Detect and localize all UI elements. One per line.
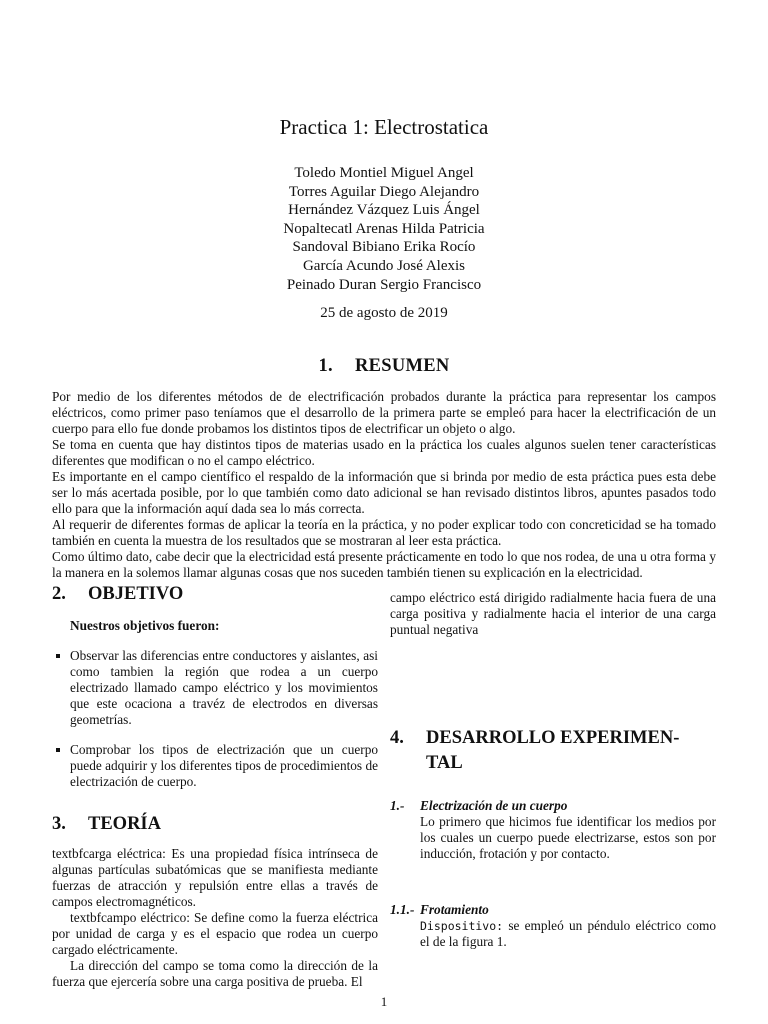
- section-number: 4.: [390, 728, 404, 748]
- section-heading-desarrollo: [390, 726, 716, 776]
- paragraph: Lo primero que hicimos fue identificar los medios por los cuales un cuerpo puede electrizarse, estos son por inducción, frotación y por contacto.: [420, 814, 716, 861]
- section-title: TEORÍA: [88, 814, 161, 834]
- paragraph: textbfcampo eléctrico: Se define como la fuerza eléctrica por unidad de carga y es el espacio que rodea un cuerpo cargado eléctricamente.: [52, 910, 378, 957]
- paragraph: Es importante en el campo científico el respaldo de la información que si brinda por medio de esta práctica pues esta debe ser lo más acertada posible, por lo que también como dato adicional se han revisado distintos libros, apuntes pasados todo ello para que la información aquí dada sea lo más correcta.: [52, 469, 716, 516]
- paragraph: textbfcarga eléctrica: Es una propiedad física intrínseca de algunas partículas subatómicas que se manifiesta mediante fuerzas de atracción y repulsión entre ellas a través de campos electromagnéticos.: [52, 846, 378, 909]
- author-name: Nopaltecatl Arenas Hilda Patricia: [283, 220, 485, 237]
- author-name: Hernández Vázquez Luis Ángel: [288, 202, 480, 219]
- objetivo-list: [52, 648, 378, 790]
- paragraph: Por medio de los diferentes métodos de de electrificación probados durante la práctica para representar los campos eléctricos, como primer paso teníamos que el desarrollo de la primera parte se empleó para hacer la electrificación de un cuerpo para ello fue donde probamos los distintos tipos de electrificar un objeto o algo.: [52, 389, 716, 436]
- subsection-title: Electrización de un cuerpo: [420, 798, 568, 813]
- paragraph: Se toma en cuenta que hay distintos tipos de materias usado en la práctica los cuales algunos suelen tener características diferentes que modifican o no el campo eléctrico.: [52, 437, 716, 468]
- author-name: Peinado Duran Sergio Francisco: [286, 276, 482, 293]
- left-column: [52, 586, 378, 990]
- section-number: 3.: [52, 814, 66, 834]
- subsection-heading-frotamiento: [390, 902, 716, 918]
- paragraph: Como último dato, cabe decir que la electricidad está presente prácticamente en todo lo que nos rodea, de una u otra forma y la manera en la solemos llamar algunas cosas que nos suceden también tienen su explicación en la electricidad.: [52, 549, 716, 580]
- section-number: 1.: [318, 356, 333, 376]
- bullet-icon: [56, 654, 60, 658]
- section-title-continued: TAL: [426, 753, 463, 773]
- page-number: 1: [380, 994, 388, 1009]
- subsection-number: 1.-: [390, 798, 405, 813]
- section-title: DESARROLLO EXPERIMEN-: [426, 728, 680, 748]
- paragraph: La dirección del campo se toma como la dirección de la fuerza que ejercería sobre una carga positiva de prueba. El: [52, 958, 378, 989]
- author-name: García Acundo José Alexis: [302, 257, 466, 274]
- right-column: [390, 590, 716, 950]
- list-item: Observar las diferencias entre conductores y aislantes, asi como tambien la región que rodea a un cuerpo electrizado llamado campo eléctrico y los movimientos que este ocaciona a travéz de electrodos en diversas geometrías.: [52, 648, 378, 728]
- paragraph: campo eléctrico está dirigido radialmente hacia fuera de una carga positiva y radialmente hacia el interior de una carga puntual negativa: [390, 590, 716, 637]
- list-item: Comprobar los tipos de electrización que un cuerpo puede adquirir y los diferentes tipos de procedimientos de electrización de cuerpo.: [52, 742, 378, 790]
- section-number: 2.: [52, 584, 66, 604]
- author-name: Torres Aguilar Diego Alejandro: [288, 183, 480, 200]
- subsection-title: Frotamiento: [420, 902, 489, 917]
- dispositivo-label: Dispositivo:: [420, 919, 504, 933]
- author-name: Sandoval Bibiano Erika Rocío: [292, 239, 476, 256]
- paragraph: Al requerir de diferentes formas de aplicar la teoría en la práctica, y no poder explicar todo con concreticidad se ha tomado también en cuenta la muestra de los resultados que se mostraran al leer esta práctica.: [52, 517, 716, 548]
- document-title: Practica 1: Electrostatica: [279, 115, 489, 139]
- document-date: 25 de agosto de 2019: [320, 305, 448, 321]
- resumen-body: [52, 389, 716, 581]
- objetivo-lead: Nuestros objetivos fueron:: [70, 618, 220, 633]
- author-list: [0, 164, 768, 294]
- author-name: Toledo Montiel Miguel Angel: [294, 165, 474, 181]
- section-title: OBJETIVO: [88, 584, 184, 604]
- teoria-body: [52, 846, 378, 990]
- paragraph: Dispositivo: se empleó un péndulo eléctrico como el de la figura 1.: [420, 918, 717, 949]
- subsection-heading-electrizacion: [390, 798, 716, 814]
- subsection-number: 1.1.-: [390, 902, 415, 917]
- section-title: RESUMEN: [354, 356, 450, 376]
- section-heading-objetivo: [52, 586, 378, 602]
- section-heading-teoria: [52, 816, 378, 832]
- section-heading-resumen: [0, 356, 768, 377]
- bullet-icon: [56, 748, 60, 752]
